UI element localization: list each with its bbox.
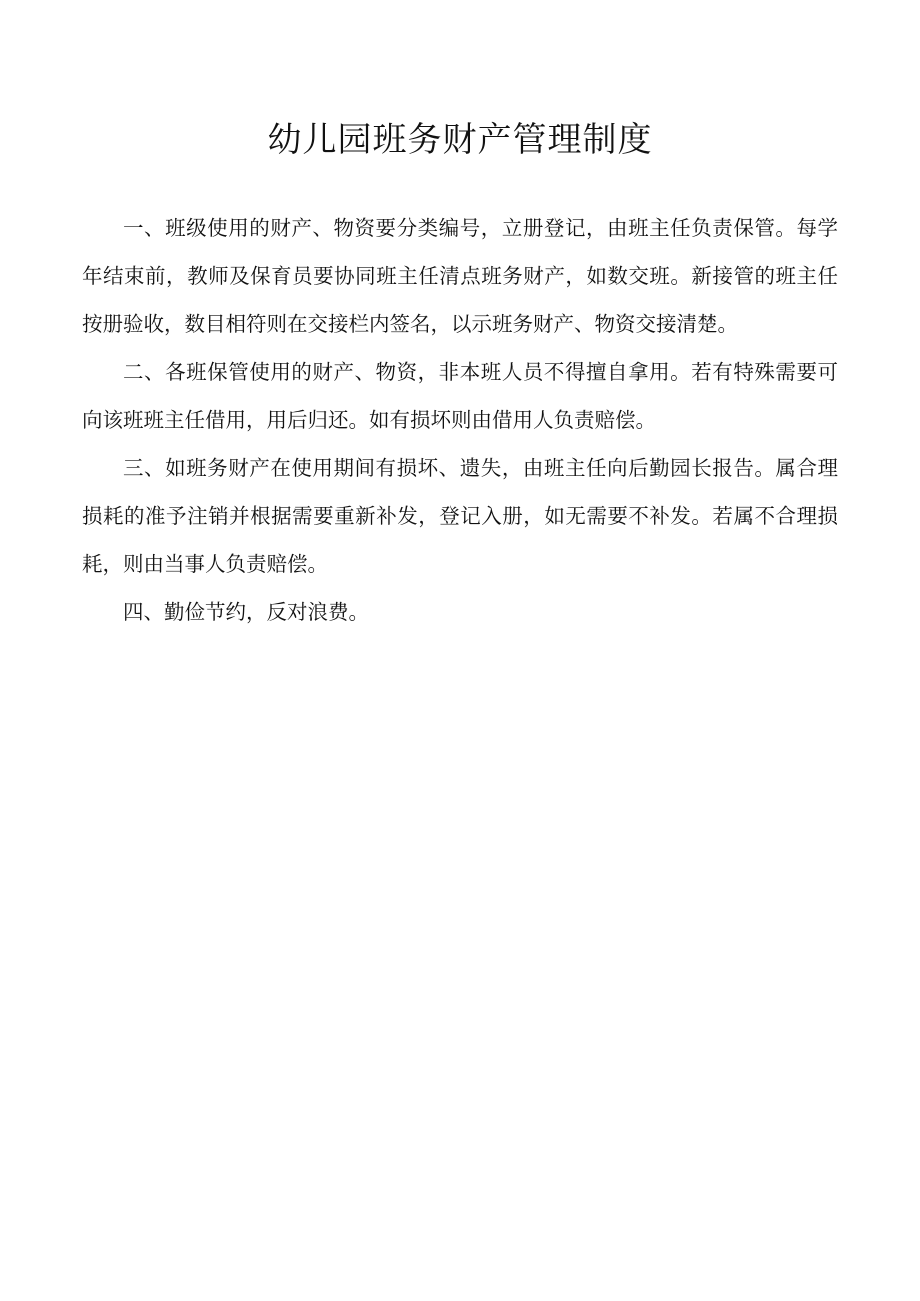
paragraph-3: 三、如班务财产在使用期间有损坏、遗失，由班主任向后勤园长报告。属合理损耗的准予注销并根据需要重新补发，登记入册，如无需要不补发。若属不合理损耗，则由当事人负责赔偿。 (82, 456, 838, 576)
document-title: 幼儿园班务财产管理制度 (267, 120, 653, 160)
document-body (82, 204, 838, 636)
paragraph-1: 一、班级使用的财产、物资要分类编号，立册登记，由班主任负责保管。每学年结束前，教师及保育员要协同班主任清点班务财产，如数交班。新接管的班主任按册验收，数目相符则在交接栏内签名，以示班务财产、物资交接清楚。 (82, 216, 838, 336)
paragraph-2: 二、各班保管使用的财产、物资，非本班人员不得擅自拿用。若有特殊需要可向该班班主任借用，用后归还。如有损坏则由借用人负责赔偿。 (82, 360, 838, 432)
paragraph-4: 四、勤俭节约，反对浪费。 (123, 600, 369, 624)
